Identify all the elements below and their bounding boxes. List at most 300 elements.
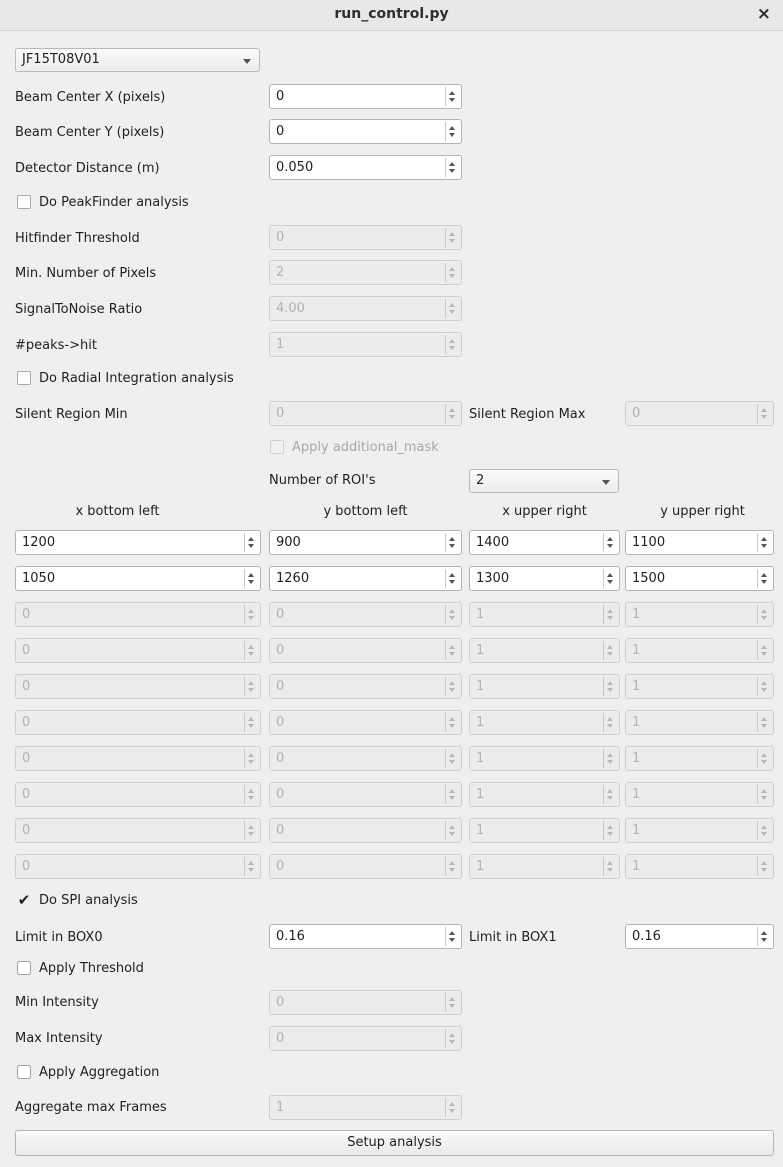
beam-center-x-label: Beam Center X (pixels) xyxy=(15,90,166,105)
spin-up-icon xyxy=(449,789,455,793)
spin-down-icon[interactable] xyxy=(449,133,455,137)
roi-2-x-upper-right-value: 1300 xyxy=(476,571,510,586)
roi-8-x-bottom-left-spinbox xyxy=(15,782,261,807)
spin-buttons[interactable] xyxy=(445,122,459,141)
roi-4-y-bottom-left-spinbox xyxy=(269,638,462,663)
limit-box0-label: Limit in BOX0 xyxy=(15,930,103,945)
spin-down-icon xyxy=(449,868,455,872)
spin-buttons xyxy=(603,749,617,768)
roi-7-y-bottom-left-spinbox xyxy=(269,746,462,771)
roi-7-x-bottom-left-value: 0 xyxy=(22,751,31,766)
spin-down-icon xyxy=(248,796,254,800)
spin-buttons[interactable] xyxy=(244,533,258,552)
spin-up-icon xyxy=(761,645,767,649)
roi-6-x-upper-right-spinbox xyxy=(469,710,620,735)
roi-9-x-upper-right-value: 1 xyxy=(476,823,485,838)
spin-up-icon xyxy=(607,825,613,829)
spin-up-icon[interactable] xyxy=(449,126,455,130)
beam-center-x-value: 0 xyxy=(276,89,285,104)
spin-up-icon xyxy=(761,681,767,685)
checkbox-box[interactable] xyxy=(17,195,31,209)
max-intensity-value: 0 xyxy=(276,1031,285,1046)
spin-buttons xyxy=(445,857,459,876)
spin-down-icon[interactable] xyxy=(248,544,254,548)
spin-down-icon xyxy=(449,724,455,728)
roi-10-x-upper-right-value: 1 xyxy=(476,859,485,874)
roi-5-x-bottom-left-spinbox xyxy=(15,674,261,699)
snr-value: 4.00 xyxy=(276,301,305,316)
spin-buttons xyxy=(244,785,258,804)
spin-up-icon[interactable] xyxy=(449,537,455,541)
spin-down-icon xyxy=(248,652,254,656)
roi-9-x-bottom-left-value: 0 xyxy=(22,823,31,838)
roi-9-y-bottom-left-value: 0 xyxy=(276,823,285,838)
spin-up-icon xyxy=(449,303,455,307)
spin-up-icon xyxy=(449,1102,455,1106)
title-bar xyxy=(0,0,783,31)
radial-integration-checkbox-label[interactable]: Do Radial Integration analysis xyxy=(39,371,234,386)
roi-3-y-upper-right-spinbox xyxy=(625,602,774,627)
roi-3-x-upper-right-spinbox xyxy=(469,602,620,627)
spin-up-icon xyxy=(761,825,767,829)
detector-distance-value: 0.050 xyxy=(276,160,314,175)
spin-buttons xyxy=(603,785,617,804)
checkbox-box xyxy=(270,440,284,454)
spin-buttons[interactable] xyxy=(445,87,459,106)
spin-down-icon xyxy=(449,415,455,419)
spin-up-icon xyxy=(449,753,455,757)
spin-up-icon xyxy=(761,408,767,412)
spin-up-icon[interactable] xyxy=(607,573,613,577)
spin-down-icon xyxy=(607,616,613,620)
spin-up-icon[interactable] xyxy=(248,573,254,577)
peaks-hit-label: #peaks->hit xyxy=(15,338,97,353)
spin-up-icon xyxy=(607,645,613,649)
roi-5-y-bottom-left-value: 0 xyxy=(276,679,285,694)
spin-buttons xyxy=(757,677,771,696)
roi-10-y-upper-right-value: 1 xyxy=(632,859,641,874)
spin-up-icon xyxy=(449,1033,455,1037)
spin-up-icon xyxy=(607,753,613,757)
roi-10-x-upper-right-spinbox xyxy=(469,854,620,879)
roi-1-y-upper-right-spinbox[interactable] xyxy=(625,530,774,555)
spin-down-icon xyxy=(761,832,767,836)
spin-buttons xyxy=(445,1029,459,1048)
spin-up-icon[interactable] xyxy=(607,537,613,541)
checkbox-box[interactable] xyxy=(17,961,31,975)
spin-down-icon xyxy=(607,760,613,764)
roi-6-y-bottom-left-value: 0 xyxy=(276,715,285,730)
roi-7-y-upper-right-value: 1 xyxy=(632,751,641,766)
roi-10-x-bottom-left-value: 0 xyxy=(22,859,31,874)
roi-1-x-upper-right-spinbox[interactable] xyxy=(469,530,620,555)
min-intensity-label: Min Intensity xyxy=(15,995,99,1010)
spin-up-icon xyxy=(449,645,455,649)
hitfinder-threshold-value: 0 xyxy=(276,230,285,245)
spin-down-icon xyxy=(761,616,767,620)
spin-down-icon xyxy=(607,832,613,836)
roi-6-x-bottom-left-spinbox xyxy=(15,710,261,735)
spin-down-icon[interactable] xyxy=(449,580,455,584)
spin-up-icon xyxy=(607,789,613,793)
roi-5-y-upper-right-value: 1 xyxy=(632,679,641,694)
spin-down-icon[interactable] xyxy=(761,544,767,548)
roi-6-y-bottom-left-spinbox xyxy=(269,710,462,735)
roi-8-y-bottom-left-value: 0 xyxy=(276,787,285,802)
spin-up-icon[interactable] xyxy=(449,573,455,577)
spin-down-icon[interactable] xyxy=(449,938,455,942)
roi-1-y-bottom-left-spinbox[interactable] xyxy=(269,530,462,555)
spi-checkbox-label[interactable]: Do SPI analysis xyxy=(39,893,138,908)
spin-buttons xyxy=(445,993,459,1012)
spin-down-icon[interactable] xyxy=(449,169,455,173)
spin-down-icon xyxy=(761,652,767,656)
roi-10-y-bottom-left-value: 0 xyxy=(276,859,285,874)
roi-7-x-upper-right-spinbox xyxy=(469,746,620,771)
roi-2-y-bottom-left-value: 1260 xyxy=(276,571,310,586)
spin-buttons[interactable] xyxy=(603,533,617,552)
silent-region-min-value: 0 xyxy=(276,406,285,421)
peakfinder-checkbox-label[interactable]: Do PeakFinder analysis xyxy=(39,195,189,210)
roi-1-x-bottom-left-spinbox[interactable] xyxy=(15,530,261,555)
spin-down-icon xyxy=(449,1040,455,1044)
apply-aggregation-checkbox-label[interactable]: Apply Aggregation xyxy=(39,1065,160,1080)
roi-9-y-upper-right-spinbox xyxy=(625,818,774,843)
spin-buttons xyxy=(445,677,459,696)
spin-up-icon[interactable] xyxy=(761,931,767,935)
spin-down-icon xyxy=(449,1109,455,1113)
spin-buttons xyxy=(757,605,771,624)
roi-2-x-bottom-left-value: 1050 xyxy=(22,571,56,586)
roi-7-y-bottom-left-value: 0 xyxy=(276,751,285,766)
spin-buttons xyxy=(244,821,258,840)
roi-5-x-upper-right-spinbox xyxy=(469,674,620,699)
spin-down-icon xyxy=(449,1004,455,1008)
spin-down-icon xyxy=(607,868,613,872)
spin-up-icon xyxy=(248,609,254,613)
min-pixels-label: Min. Number of Pixels xyxy=(15,266,157,281)
spin-down-icon xyxy=(761,868,767,872)
roi-3-y-upper-right-value: 1 xyxy=(632,607,641,622)
roi-7-x-bottom-left-spinbox xyxy=(15,746,261,771)
spin-down-icon[interactable] xyxy=(761,580,767,584)
spin-down-icon xyxy=(449,796,455,800)
min-pixels-spinbox xyxy=(269,260,462,285)
spin-up-icon xyxy=(761,717,767,721)
spin-down-icon xyxy=(761,796,767,800)
roi-5-x-bottom-left-value: 0 xyxy=(22,679,31,694)
spin-up-icon xyxy=(248,717,254,721)
roi-10-y-upper-right-spinbox xyxy=(625,854,774,879)
roi-4-y-upper-right-value: 1 xyxy=(632,643,641,658)
snr-spinbox xyxy=(269,296,462,321)
spin-buttons xyxy=(445,749,459,768)
min-intensity-spinbox xyxy=(269,990,462,1015)
roi-7-y-upper-right-spinbox xyxy=(625,746,774,771)
spin-up-icon xyxy=(761,789,767,793)
hitfinder-threshold-label: Hitfinder Threshold xyxy=(15,231,140,246)
chevron-down-icon xyxy=(243,59,251,64)
spin-up-icon[interactable] xyxy=(449,931,455,935)
checkbox-box[interactable] xyxy=(17,1065,31,1079)
spin-buttons xyxy=(244,677,258,696)
spin-down-icon xyxy=(248,688,254,692)
beam-center-y-spinbox[interactable] xyxy=(269,119,462,144)
roi-4-x-bottom-left-value: 0 xyxy=(22,643,31,658)
spin-down-icon[interactable] xyxy=(449,544,455,548)
roi-8-x-upper-right-spinbox xyxy=(469,782,620,807)
spin-up-icon xyxy=(248,861,254,865)
roi-2-x-bottom-left-spinbox[interactable] xyxy=(15,566,261,591)
roi-10-x-bottom-left-spinbox xyxy=(15,854,261,879)
apply-threshold-checkbox-label[interactable]: Apply Threshold xyxy=(39,961,144,976)
spin-buttons xyxy=(445,641,459,660)
spin-up-icon xyxy=(449,339,455,343)
roi-2-y-upper-right-value: 1500 xyxy=(632,571,666,586)
roi-8-x-bottom-left-value: 0 xyxy=(22,787,31,802)
spin-buttons[interactable] xyxy=(445,927,459,946)
roi-9-x-bottom-left-spinbox xyxy=(15,818,261,843)
roi-1-y-upper-right-value: 1100 xyxy=(632,535,666,550)
spin-up-icon xyxy=(248,645,254,649)
spin-up-icon xyxy=(607,861,613,865)
spin-up-icon xyxy=(761,753,767,757)
roi-4-x-upper-right-value: 1 xyxy=(476,643,485,658)
spin-up-icon[interactable] xyxy=(761,573,767,577)
spin-down-icon xyxy=(449,346,455,350)
spin-up-icon xyxy=(449,681,455,685)
close-icon[interactable]: × xyxy=(756,4,771,24)
limit-box0-spinbox[interactable] xyxy=(269,924,462,949)
roi-3-x-bottom-left-value: 0 xyxy=(22,607,31,622)
spin-down-icon xyxy=(761,760,767,764)
roi-4-y-bottom-left-value: 0 xyxy=(276,643,285,658)
spin-buttons xyxy=(603,713,617,732)
roi-8-y-upper-right-value: 1 xyxy=(632,787,641,802)
spin-up-icon xyxy=(248,789,254,793)
roi-3-y-bottom-left-spinbox xyxy=(269,602,462,627)
roi-3-x-upper-right-value: 1 xyxy=(476,607,485,622)
limit-box1-value: 0.16 xyxy=(632,929,661,944)
spin-down-icon xyxy=(761,688,767,692)
roi-8-x-upper-right-value: 1 xyxy=(476,787,485,802)
roi-header-y-bottom-left: y bottom left xyxy=(323,504,408,519)
spin-up-icon xyxy=(761,609,767,613)
min-intensity-value: 0 xyxy=(276,995,285,1010)
spin-buttons xyxy=(445,335,459,354)
spin-up-icon xyxy=(449,267,455,271)
checkmark-icon[interactable]: ✔ xyxy=(17,891,31,909)
spin-down-icon xyxy=(449,652,455,656)
spin-buttons xyxy=(244,857,258,876)
roi-3-x-bottom-left-spinbox xyxy=(15,602,261,627)
spin-down-icon[interactable] xyxy=(607,544,613,548)
spin-buttons[interactable] xyxy=(757,927,771,946)
spin-down-icon xyxy=(607,688,613,692)
spin-down-icon xyxy=(248,868,254,872)
min-pixels-value: 2 xyxy=(276,265,285,280)
snr-label: SignalToNoise Ratio xyxy=(15,302,143,317)
spin-up-icon xyxy=(248,753,254,757)
spin-up-icon[interactable] xyxy=(449,162,455,166)
roi-count-combo[interactable] xyxy=(469,469,619,493)
spin-buttons xyxy=(244,713,258,732)
roi-9-y-bottom-left-spinbox xyxy=(269,818,462,843)
spin-up-icon xyxy=(449,825,455,829)
spin-buttons xyxy=(757,713,771,732)
spin-up-icon xyxy=(449,408,455,412)
spin-down-icon[interactable] xyxy=(607,580,613,584)
spin-down-icon xyxy=(449,274,455,278)
spin-buttons[interactable] xyxy=(757,569,771,588)
aggregate-max-frames-spinbox xyxy=(269,1095,462,1120)
roi-8-y-bottom-left-spinbox xyxy=(269,782,462,807)
spin-up-icon xyxy=(449,717,455,721)
spin-buttons xyxy=(757,857,771,876)
roi-2-y-upper-right-spinbox[interactable] xyxy=(625,566,774,591)
spin-up-icon xyxy=(607,681,613,685)
peaks-hit-value: 1 xyxy=(276,337,285,352)
roi-4-y-upper-right-spinbox xyxy=(625,638,774,663)
spin-buttons xyxy=(445,228,459,247)
apply-mask-checkbox-label: Apply additional_mask xyxy=(292,440,439,455)
chevron-down-icon xyxy=(602,480,610,485)
roi-1-y-bottom-left-value: 900 xyxy=(276,535,301,550)
beam-center-y-value: 0 xyxy=(276,124,285,139)
spin-down-icon[interactable] xyxy=(248,580,254,584)
spin-up-icon xyxy=(248,681,254,685)
roi-5-y-upper-right-spinbox xyxy=(625,674,774,699)
spin-down-icon xyxy=(607,652,613,656)
spin-down-icon xyxy=(449,239,455,243)
spin-buttons xyxy=(757,821,771,840)
checkbox-box[interactable] xyxy=(17,371,31,385)
limit-box1-label: Limit in BOX1 xyxy=(469,930,557,945)
detector-distance-spinbox[interactable] xyxy=(269,155,462,180)
aggregate-max-frames-label: Aggregate max Frames xyxy=(15,1100,167,1115)
roi-6-x-upper-right-value: 1 xyxy=(476,715,485,730)
max-intensity-label: Max Intensity xyxy=(15,1031,103,1046)
aggregate-max-frames-value: 1 xyxy=(276,1100,285,1115)
spin-buttons xyxy=(603,605,617,624)
roi-5-x-upper-right-value: 1 xyxy=(476,679,485,694)
spin-buttons[interactable] xyxy=(445,158,459,177)
spin-up-icon xyxy=(761,861,767,865)
spin-buttons xyxy=(445,263,459,282)
spin-buttons[interactable] xyxy=(445,569,459,588)
spin-down-icon[interactable] xyxy=(449,98,455,102)
detector-combo[interactable] xyxy=(15,48,260,72)
detector-combo-value: JF15T08V01 xyxy=(22,52,100,67)
spin-up-icon[interactable] xyxy=(761,537,767,541)
spin-buttons xyxy=(603,641,617,660)
spin-down-icon xyxy=(607,796,613,800)
beam-center-x-spinbox[interactable] xyxy=(269,84,462,109)
silent-region-max-spinbox xyxy=(625,401,774,426)
roi-7-x-upper-right-value: 1 xyxy=(476,751,485,766)
roi-4-x-bottom-left-spinbox xyxy=(15,638,261,663)
spin-up-icon[interactable] xyxy=(248,537,254,541)
roi-9-x-upper-right-spinbox xyxy=(469,818,620,843)
spin-buttons[interactable] xyxy=(445,533,459,552)
roi-2-x-upper-right-spinbox[interactable] xyxy=(469,566,620,591)
spin-down-icon xyxy=(248,760,254,764)
spin-up-icon xyxy=(449,861,455,865)
silent-region-min-spinbox xyxy=(269,401,462,426)
roi-count-label: Number of ROI's xyxy=(269,473,376,488)
spin-up-icon xyxy=(248,825,254,829)
spin-buttons xyxy=(757,641,771,660)
spin-buttons xyxy=(445,713,459,732)
spin-down-icon xyxy=(607,724,613,728)
spin-buttons xyxy=(445,821,459,840)
spin-buttons[interactable] xyxy=(603,569,617,588)
roi-6-y-upper-right-spinbox xyxy=(625,710,774,735)
roi-9-y-upper-right-value: 1 xyxy=(632,823,641,838)
spin-up-icon xyxy=(607,717,613,721)
roi-1-x-upper-right-value: 1400 xyxy=(476,535,510,550)
roi-6-x-bottom-left-value: 0 xyxy=(22,715,31,730)
spin-up-icon xyxy=(449,609,455,613)
roi-4-x-upper-right-spinbox xyxy=(469,638,620,663)
max-intensity-spinbox xyxy=(269,1026,462,1051)
spin-down-icon xyxy=(449,616,455,620)
spin-buttons xyxy=(603,857,617,876)
spin-up-icon xyxy=(607,609,613,613)
spin-buttons xyxy=(244,749,258,768)
spin-buttons xyxy=(445,785,459,804)
spin-buttons xyxy=(445,299,459,318)
spin-buttons xyxy=(445,404,459,423)
roi-5-y-bottom-left-spinbox xyxy=(269,674,462,699)
setup-analysis-button[interactable]: Setup analysis xyxy=(15,1130,774,1156)
spin-down-icon xyxy=(248,832,254,836)
roi-1-x-bottom-left-value: 1200 xyxy=(22,535,56,550)
spin-up-icon xyxy=(449,232,455,236)
roi-header-x-upper-right: x upper right xyxy=(502,504,587,519)
roi-8-y-upper-right-spinbox xyxy=(625,782,774,807)
limit-box1-spinbox[interactable] xyxy=(625,924,774,949)
spin-down-icon[interactable] xyxy=(761,938,767,942)
spin-buttons xyxy=(603,677,617,696)
roi-3-y-bottom-left-value: 0 xyxy=(276,607,285,622)
hitfinder-threshold-spinbox xyxy=(269,225,462,250)
spin-buttons xyxy=(757,404,771,423)
silent-region-min-label: Silent Region Min xyxy=(15,407,128,422)
roi-10-y-bottom-left-spinbox xyxy=(269,854,462,879)
window-title: run_control.py xyxy=(334,6,449,22)
roi-6-y-upper-right-value: 1 xyxy=(632,715,641,730)
spin-up-icon[interactable] xyxy=(449,91,455,95)
spin-buttons xyxy=(757,749,771,768)
spin-down-icon xyxy=(449,310,455,314)
roi-header-y-upper-right: y upper right xyxy=(660,504,745,519)
spin-buttons xyxy=(445,1098,459,1117)
spin-down-icon xyxy=(449,760,455,764)
spin-buttons xyxy=(445,605,459,624)
roi-2-y-bottom-left-spinbox[interactable] xyxy=(269,566,462,591)
spin-buttons xyxy=(244,605,258,624)
detector-distance-label: Detector Distance (m) xyxy=(15,161,160,176)
silent-region-max-value: 0 xyxy=(632,406,641,421)
spin-buttons[interactable] xyxy=(244,569,258,588)
spin-down-icon xyxy=(761,724,767,728)
spin-buttons xyxy=(603,821,617,840)
spin-down-icon xyxy=(449,688,455,692)
spin-buttons[interactable] xyxy=(757,533,771,552)
spin-down-icon xyxy=(761,415,767,419)
spin-buttons xyxy=(244,641,258,660)
